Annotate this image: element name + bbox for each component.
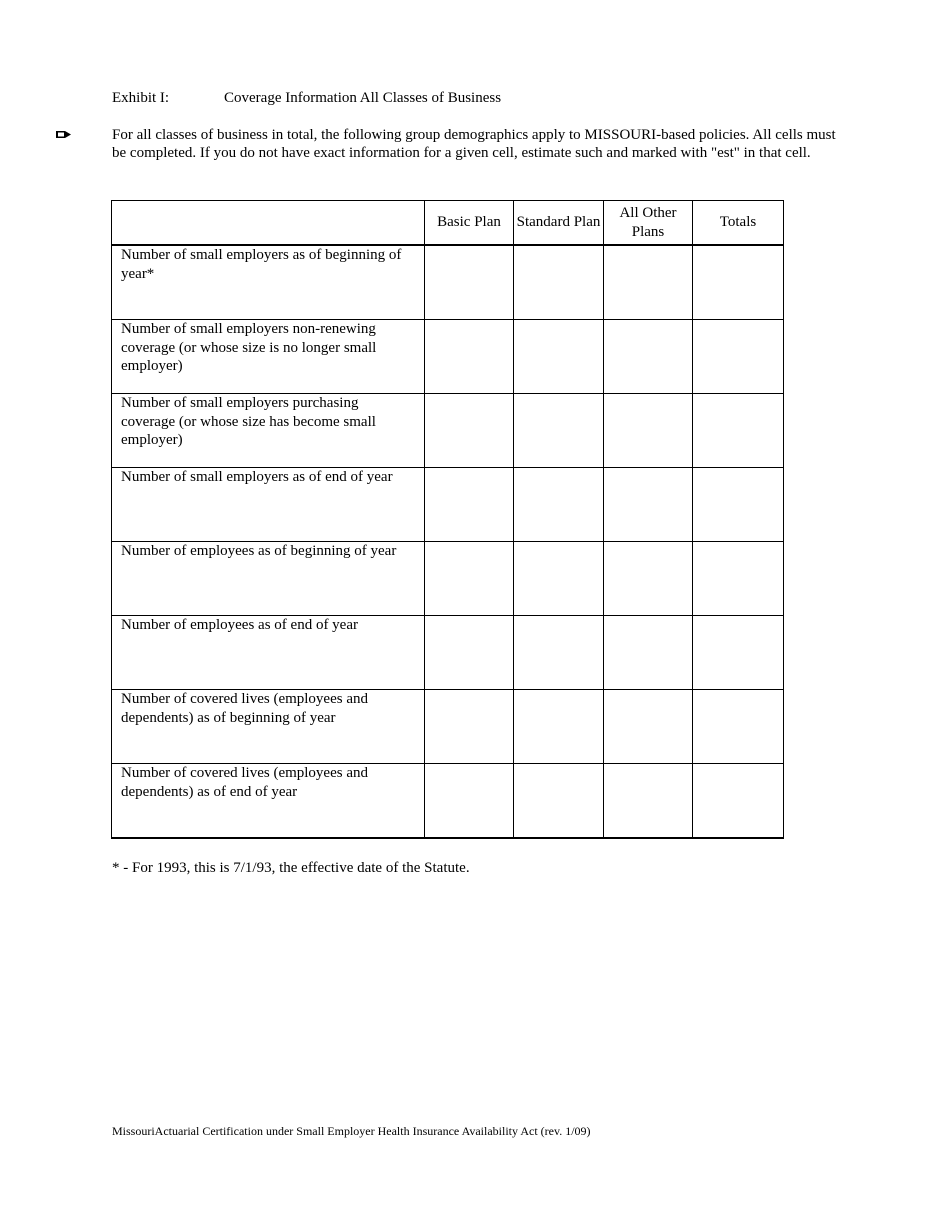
basic-plan-cell[interactable] bbox=[425, 616, 514, 690]
table-row bbox=[112, 616, 784, 690]
basic-plan-cell[interactable] bbox=[425, 764, 514, 839]
standard-plan-cell[interactable] bbox=[514, 542, 604, 616]
totals-cell[interactable] bbox=[693, 468, 784, 542]
totals-cell[interactable] bbox=[693, 542, 784, 616]
standard-plan-cell[interactable] bbox=[514, 245, 604, 320]
column-header-all-other-plans: All Other Plans bbox=[604, 201, 693, 246]
basic-plan-cell[interactable] bbox=[425, 690, 514, 764]
table-row bbox=[112, 468, 784, 542]
totals-cell[interactable] bbox=[693, 320, 784, 394]
table-row bbox=[112, 394, 784, 468]
row-label: Number of covered lives (employees and dependents) as of beginning of year bbox=[112, 690, 425, 764]
instructions-text: For all classes of business in total, the following group demographics apply to MISSOURI-based policies. All cells must be completed. If you do not have exact information for a given cell, estimate such and marked with "est" in that cell. bbox=[112, 127, 836, 161]
table-row bbox=[112, 320, 784, 394]
totals-cell[interactable] bbox=[693, 245, 784, 320]
exhibit-heading bbox=[112, 89, 501, 107]
totals-cell[interactable] bbox=[693, 394, 784, 468]
all-other-plans-cell[interactable] bbox=[604, 690, 693, 764]
page-footer: MissouriActuarial Certification under Small Employer Health Insurance Availability Act (rev. 1/09) bbox=[112, 1124, 591, 1138]
standard-plan-cell[interactable] bbox=[514, 690, 604, 764]
basic-plan-cell[interactable] bbox=[425, 320, 514, 394]
all-other-plans-cell[interactable] bbox=[604, 320, 693, 394]
column-header-totals: Totals bbox=[693, 201, 784, 246]
totals-cell[interactable] bbox=[693, 616, 784, 690]
row-label: Number of covered lives (employees and dependents) as of end of year bbox=[112, 764, 425, 839]
column-header-label bbox=[112, 201, 425, 246]
standard-plan-cell[interactable] bbox=[514, 320, 604, 394]
all-other-plans-cell[interactable] bbox=[604, 764, 693, 839]
pointing-hand-icon bbox=[55, 126, 72, 144]
column-header-standard-plan: Standard Plan bbox=[514, 201, 604, 246]
row-label: Number of small employers purchasing coverage (or whose size has become small employer) bbox=[112, 394, 425, 468]
table-row bbox=[112, 245, 784, 320]
exhibit-label: Exhibit I: bbox=[112, 90, 170, 106]
footnote: * - For 1993, this is 7/1/93, the effective date of the Statute. bbox=[112, 860, 470, 876]
basic-plan-cell[interactable] bbox=[425, 542, 514, 616]
standard-plan-cell[interactable] bbox=[514, 468, 604, 542]
column-header-basic-plan: Basic Plan bbox=[425, 201, 514, 246]
all-other-plans-cell[interactable] bbox=[604, 542, 693, 616]
coverage-table bbox=[111, 200, 784, 839]
standard-plan-cell[interactable] bbox=[514, 764, 604, 839]
row-label: Number of employees as of beginning of year bbox=[112, 542, 425, 616]
row-label: Number of small employers as of beginning of year* bbox=[112, 245, 425, 320]
table-row bbox=[112, 542, 784, 616]
exhibit-title: Coverage Information All Classes of Business bbox=[224, 90, 502, 106]
row-label: Number of small employers as of end of year bbox=[112, 468, 425, 542]
standard-plan-cell[interactable] bbox=[514, 616, 604, 690]
totals-cell[interactable] bbox=[693, 764, 784, 839]
standard-plan-cell[interactable] bbox=[514, 394, 604, 468]
table-row bbox=[112, 764, 784, 839]
all-other-plans-cell[interactable] bbox=[604, 394, 693, 468]
row-label: Number of small employers non-renewing coverage (or whose size is no longer small employer) bbox=[112, 320, 425, 394]
totals-cell[interactable] bbox=[693, 690, 784, 764]
table-row bbox=[112, 690, 784, 764]
basic-plan-cell[interactable] bbox=[425, 468, 514, 542]
header-row bbox=[112, 201, 784, 246]
all-other-plans-cell[interactable] bbox=[604, 468, 693, 542]
row-label: Number of employees as of end of year bbox=[112, 616, 425, 690]
all-other-plans-cell[interactable] bbox=[604, 245, 693, 320]
basic-plan-cell[interactable] bbox=[425, 245, 514, 320]
all-other-plans-cell[interactable] bbox=[604, 616, 693, 690]
basic-plan-cell[interactable] bbox=[425, 394, 514, 468]
